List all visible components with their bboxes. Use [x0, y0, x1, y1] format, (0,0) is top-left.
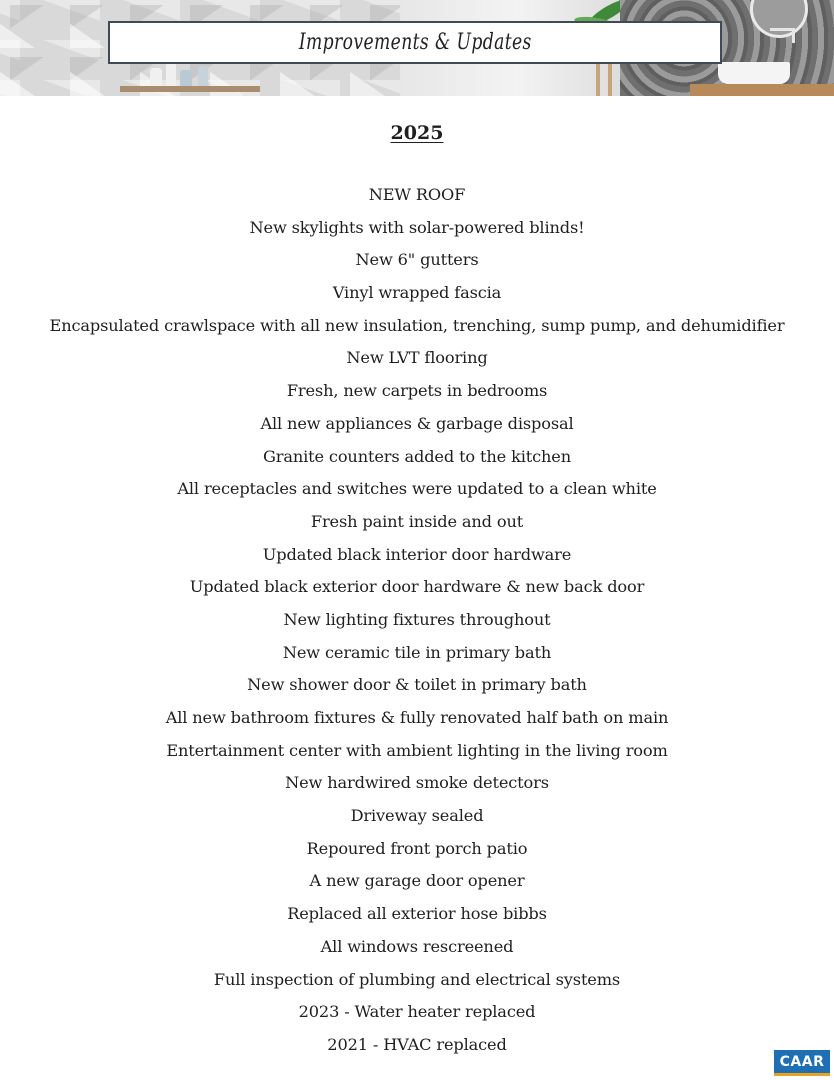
banner-faucet: [770, 28, 795, 43]
list-item: 2023 - Water heater replaced: [298, 1002, 536, 1022]
caar-logo-text: CAAR: [779, 1053, 825, 1070]
list-item: NEW ROOF: [368, 185, 466, 204]
list-item: A new garage door opener: [309, 871, 525, 891]
list-item: All windows rescreened: [320, 936, 514, 956]
list-item: All receptacles and switches were updated to a clean white: [177, 479, 657, 499]
list-item: Vinyl wrapped fascia: [332, 283, 502, 303]
list-item: New lighting fixtures throughout: [283, 609, 551, 629]
list-item: New hardwired smoke detectors: [285, 773, 549, 793]
list-item: Full inspection of plumbing and electrical systems: [213, 969, 621, 989]
banner-vanity: [690, 84, 834, 96]
list-item: Updated black exterior door hardware & new back door: [189, 577, 645, 597]
list-item: All new bathroom fixtures & fully renovated half bath on main: [165, 708, 669, 727]
list-item: Encapsulated crawlspace with all new insulation, trenching, sump pump, and dehumidifier: [49, 315, 785, 335]
section-year-heading: 2025: [390, 122, 444, 144]
list-item: All new appliances & garbage disposal: [260, 413, 574, 433]
list-item: New 6" gutters: [355, 250, 479, 270]
banner-sink: [718, 62, 790, 84]
list-item: Fresh paint inside and out: [310, 511, 524, 531]
caar-logo: [774, 1050, 830, 1076]
list-item: Fresh, new carpets in bedrooms: [286, 381, 548, 401]
list-item: New skylights with solar-powered blinds!: [249, 217, 585, 237]
list-item: Repoured front porch patio: [306, 838, 528, 858]
banner-shelf: [120, 86, 260, 92]
list-item: Replaced all exterior hose bibbs: [287, 904, 547, 924]
list-item: 2021 - HVAC replaced: [327, 1034, 507, 1054]
list-item: New LVT flooring: [346, 348, 488, 368]
list-item: Granite counters added to the kitchen: [262, 446, 572, 466]
list-item: Updated black interior door hardware: [262, 544, 572, 564]
list-item: New ceramic tile in primary bath: [282, 642, 552, 662]
improvements-list: [0, 180, 834, 1063]
header-banner: [0, 0, 834, 96]
list-item: Entertainment center with ambient lighting in the living room: [166, 740, 668, 760]
banner-bottles: [150, 62, 230, 86]
list-item: Driveway sealed: [350, 806, 484, 826]
list-item: New shower door & toilet in primary bath: [247, 675, 587, 695]
page-title: Improvements & Updates: [298, 30, 532, 55]
title-box: [108, 21, 722, 64]
